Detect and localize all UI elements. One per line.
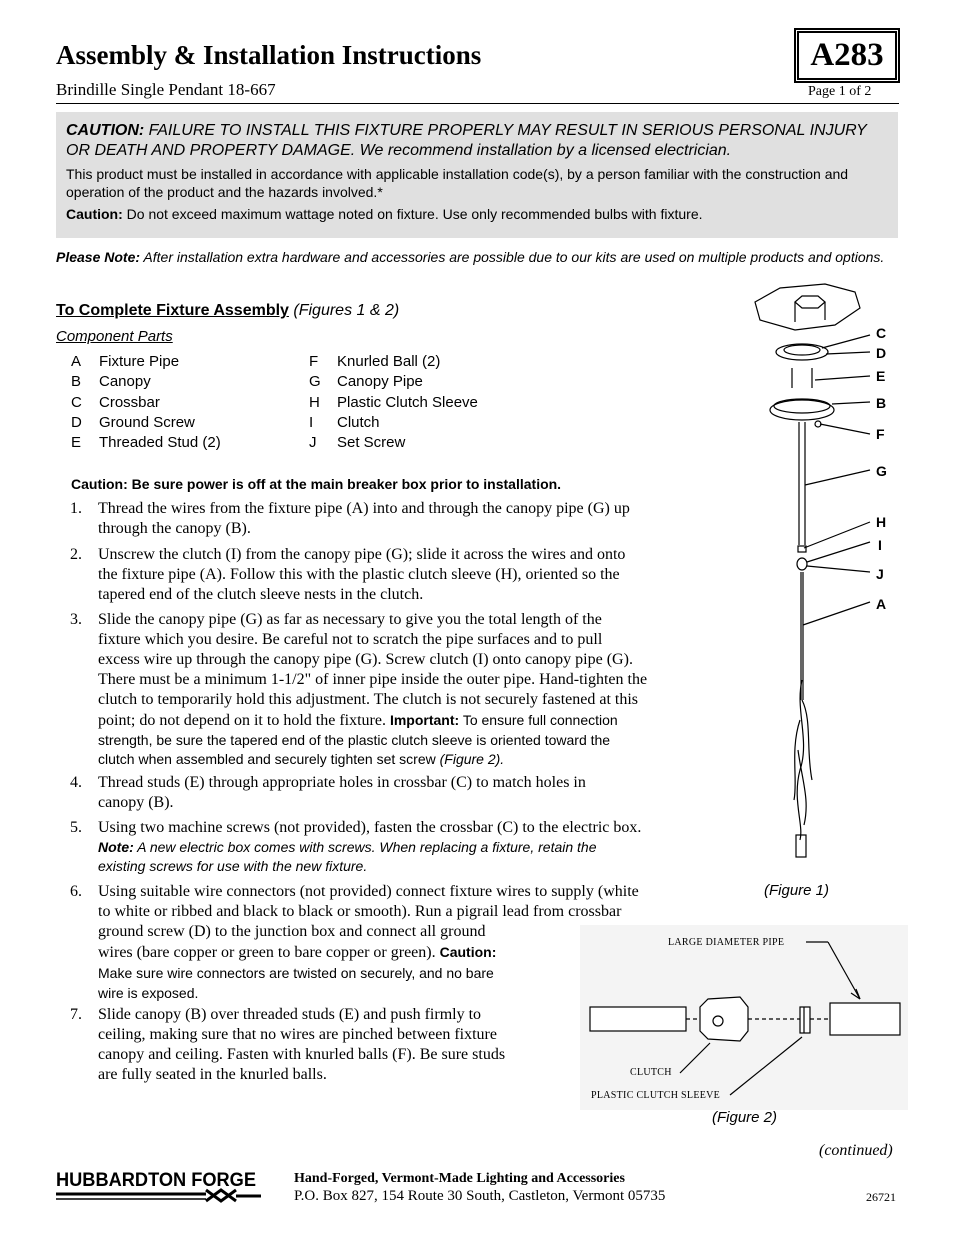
part-name: Ground Screw: [99, 414, 195, 431]
part-name: Knurled Ball (2): [337, 353, 441, 370]
large-pipe-label: LARGE DIAMETER PIPE: [668, 937, 785, 948]
section-title: [56, 302, 399, 320]
step-line: ground screw (D) to the junction box and connect all ground: [98, 923, 486, 940]
step-line: [98, 710, 647, 731]
part-name: Canopy: [99, 373, 151, 390]
figure-label: C: [876, 325, 887, 341]
caution-label: CAUTION:: [66, 122, 145, 139]
figure-label: D: [876, 345, 887, 361]
step-number: 4.: [70, 774, 82, 791]
step-line: Using suitable wire connectors (not provided) connect fixture wires to supply (white: [98, 883, 639, 900]
step-line: Slide canopy (B) over threaded studs (E) and push firmly to: [98, 1006, 482, 1023]
step-line: canopy and ceiling. Fasten with knurled balls (F). Be sure studs: [98, 1046, 506, 1063]
figure-1-caption: (Figure 1): [764, 882, 830, 899]
document-number: A283: [810, 37, 884, 73]
important-label: Important:: [389, 712, 460, 728]
step-line: Using two machine screws (not provided), fasten the crossbar (C) to the electric box.: [98, 819, 642, 836]
caution-headline: [66, 121, 886, 161]
part-name: Clutch: [337, 414, 380, 431]
svg-text:HUBBARDTON FORGE: HUBBARDTON FORGE: [56, 1170, 256, 1191]
important-text: To ensure full connection: [459, 712, 618, 728]
clutch-label: CLUTCH: [630, 1067, 672, 1078]
step-number: 5.: [70, 819, 82, 836]
important-text: strength, be sure the tapered end of the plastic clutch sleeve is oriented toward the: [98, 732, 611, 748]
figure-label: A: [876, 596, 887, 612]
power-off-caution: Caution: Be sure power is off at the main breaker box prior to installation.: [71, 476, 562, 492]
figure-2-clutch-diagram: [580, 925, 908, 1110]
step-text: point; do not depend on it to hold the fixture.: [98, 712, 390, 729]
step-text: wires (bare copper or green to bare copper or green).: [98, 944, 440, 961]
component-parts-title: Component Parts: [56, 328, 173, 345]
step-number: 1.: [70, 500, 82, 517]
part-letter: E: [71, 434, 82, 451]
note-line: [98, 838, 641, 857]
step-line: Slide the canopy pipe (G) as far as necessary to give you the total length of the: [98, 611, 602, 628]
document-number-box: [797, 31, 897, 80]
step-line: the fixture pipe (A). Follow this with the plastic clutch sleeve (H), oriented so the: [98, 566, 620, 583]
part-letter: A: [71, 353, 82, 370]
step-line: to white or ribbed and black to black or smooth). Run a pigrail lead from crossbar: [98, 903, 622, 920]
step-line: canopy (B).: [98, 794, 174, 811]
figure-label: I: [878, 537, 882, 553]
part-name: Canopy Pipe: [337, 373, 423, 390]
part-letter: J: [309, 434, 317, 451]
step-number: 6.: [70, 883, 82, 900]
footer-tagline: Hand-Forged, Vermont-Made Lighting and Accessories: [294, 1171, 625, 1186]
part-letter: D: [71, 414, 82, 431]
figure-label: B: [876, 395, 887, 411]
step-line: are fully seated in the knurled balls.: [98, 1066, 327, 1083]
header-rule: [56, 103, 899, 104]
step-line: Thread the wires from the fixture pipe (A) into and through the canopy pipe (G) up: [98, 500, 630, 517]
step-line: ceiling, making sure that no wires are pinched between fixture: [98, 1026, 497, 1043]
product-subtitle: Brindille Single Pendant 18-667: [56, 80, 276, 99]
figure-label: F: [876, 426, 885, 442]
part-name: Threaded Stud (2): [99, 434, 221, 451]
figure-label: E: [876, 368, 886, 384]
note-text: existing screws for use with the new fixture.: [98, 858, 368, 874]
step-line: fixture which you desire. Be careful not to scratch the pipe surfaces and to pull: [98, 631, 603, 648]
part-name: Fixture Pipe: [99, 353, 180, 370]
wattage-caution: [66, 206, 886, 222]
footer-code: 26721: [866, 1190, 896, 1204]
hubbardton-forge-logo: [56, 1168, 266, 1208]
please-note-label: Please Note:: [56, 249, 141, 265]
caution-text: Make sure wire connectors are twisted on securely, and no bare: [98, 965, 494, 981]
step-number: 2.: [70, 546, 82, 563]
please-note-text: After installation extra hardware and accessories are possible due to our kits are used on multiple products and options.: [140, 249, 885, 265]
step-line: Thread studs (E) through appropriate holes in crossbar (C) to match holes in: [98, 774, 586, 791]
section-title-text: To Complete Fixture Assembly: [56, 302, 289, 319]
continued-note: (continued): [819, 1142, 893, 1159]
part-letter: I: [309, 414, 314, 431]
step-line: There must be a minimum 1-1/2" of inner pipe inside the outer pipe. Hand-tighten the: [98, 671, 648, 688]
step-number: 3.: [70, 611, 82, 628]
caution-text: wire is exposed.: [98, 985, 199, 1001]
part-name: Set Screw: [337, 434, 406, 451]
caution-body: This product must be installed in accordance with applicable installation code(s), by a person familiar with the construction and operation of the product and the hazards involved.*: [66, 166, 849, 200]
step-line: Unscrew the clutch (I) from the canopy pipe (G); slide it across the wires and onto: [98, 546, 626, 563]
caution-headline-text: FAILURE TO INSTALL THIS FIXTURE PROPERLY MAY RESULT IN SERIOUS PERSONAL INJURY OR DEATH AND PROPERTY DAMAGE. We recommend installation by a licensed electrician.: [66, 122, 867, 159]
section-figures-ref: (Figures 1 & 2): [288, 302, 400, 319]
step-line: [98, 942, 639, 963]
figure-label: G: [876, 463, 887, 479]
important-text-end: clutch when assembled and securely tighten set screw: [98, 751, 440, 767]
part-name: Plastic Clutch Sleeve: [337, 394, 478, 411]
part-letter: C: [71, 394, 82, 411]
page-title: Assembly & Installation Instructions: [56, 40, 482, 70]
part-letter: G: [309, 373, 321, 390]
footer-address: P.O. Box 827, 154 Route 30 South, Castleton, Vermont 05735: [294, 1188, 666, 1204]
part-name: Crossbar: [99, 394, 160, 411]
step-line: through the canopy (B).: [98, 520, 251, 537]
important-text: [98, 750, 647, 769]
note-text: A new electric box comes with screws. When replacing a fixture, retain the: [133, 839, 597, 855]
step-line: excess wire up through the canopy pipe (G). Screw clutch (I) onto canopy pipe (G).: [98, 651, 633, 668]
step-line: tapered end of the clutch sleeve nests in the clutch.: [98, 586, 424, 603]
page-indicator: Page 1 of 2: [808, 84, 872, 99]
note-label: Note:: [98, 839, 134, 855]
part-letter: B: [71, 373, 82, 390]
caution-label: Caution:: [439, 944, 497, 960]
step-line: clutch to temporarily hold this adjustment. The clutch is not securely fastened at this: [98, 691, 639, 708]
figure-2-caption: (Figure 2): [712, 1109, 778, 1126]
figure-reference: (Figure 2).: [439, 751, 505, 767]
caution-box: [56, 112, 898, 238]
part-letter: F: [309, 353, 319, 370]
part-letter: H: [309, 394, 320, 411]
step-number: 7.: [70, 1006, 82, 1023]
wattage-caution-text: Do not exceed maximum wattage noted on fixture. Use only recommended bulbs with fixture.: [122, 206, 703, 222]
wattage-caution-label: Caution:: [66, 206, 123, 222]
please-note: [56, 248, 898, 267]
figure-label: J: [876, 566, 884, 582]
figure-label: H: [876, 514, 887, 530]
plastic-clutch-sleeve-label: PLASTIC CLUTCH SLEEVE: [591, 1090, 721, 1101]
